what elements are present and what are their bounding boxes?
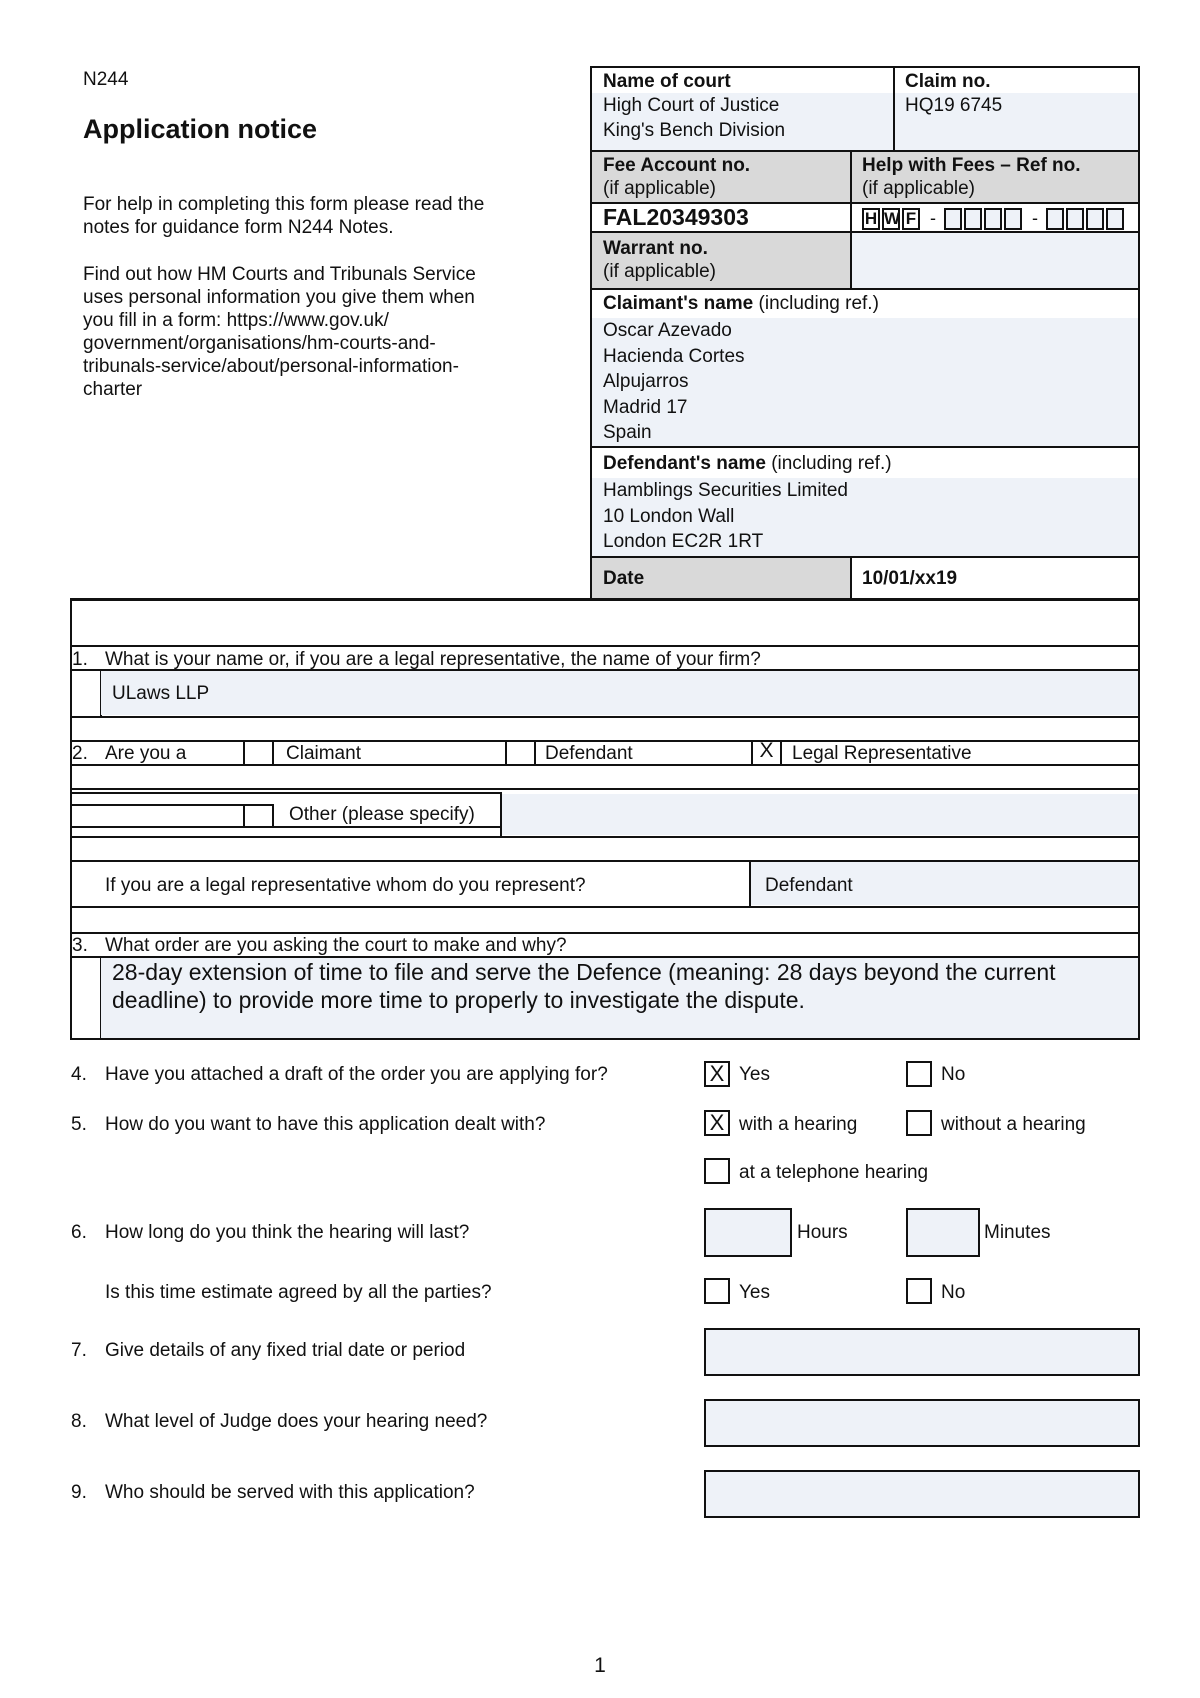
hwf-digit-box[interactable] [1004, 208, 1022, 230]
hwf-label: Help with Fees – Ref no. [862, 155, 1081, 176]
date-field[interactable]: 10/01/xx19 [862, 568, 958, 589]
q3-answer: 28-day extension of time to file and serve the Defence (meaning: 28 days beyond the current deadline) to provide more time to properly to investigate the dispute. [112, 959, 1056, 1013]
defendant-option-label: Defendant [545, 743, 633, 764]
claimant-name-field[interactable] [592, 318, 1138, 446]
claimant-line: Alpujarros [603, 371, 689, 392]
agreed-yes-checkbox[interactable] [704, 1278, 730, 1304]
page-number: 1 [594, 1654, 606, 1677]
agreed-question: Is this time estimate agreed by all the parties? [105, 1282, 492, 1303]
q6-number: 6. [71, 1222, 87, 1243]
claimant-label: Claimant's name [603, 293, 754, 314]
minutes-label: Minutes [984, 1222, 1051, 1243]
court-line1: High Court of Justice [603, 95, 780, 116]
claimant-option-label: Claimant [286, 743, 361, 764]
q3-number: 3. [72, 935, 88, 956]
q6-question: How long do you think the hearing will last? [105, 1222, 470, 1243]
q8-number: 8. [71, 1411, 87, 1432]
agreed-yes-label: Yes [739, 1282, 770, 1303]
claim-label: Claim no. [905, 71, 991, 92]
hwf-letter-h: H [862, 208, 880, 230]
defendant-suffix: (including ref.) [771, 453, 892, 474]
hwf-letter-w: W [884, 208, 901, 228]
agreed-no-checkbox[interactable] [906, 1278, 932, 1304]
other-specify-field[interactable] [502, 794, 1138, 835]
q1-number: 1. [72, 649, 88, 670]
trial-date-field[interactable] [704, 1328, 1140, 1376]
q4-question: Have you attached a draft of the order you are applying for? [105, 1064, 608, 1085]
warrant-sub: (if applicable) [603, 261, 716, 282]
without-hearing-checkbox[interactable] [906, 1110, 932, 1136]
q4-yes-label: Yes [739, 1064, 770, 1085]
judge-level-field[interactable] [704, 1399, 1140, 1447]
court-cell [592, 68, 895, 152]
with-hearing-label: with a hearing [739, 1114, 858, 1135]
telephone-hearing-checkbox[interactable] [704, 1158, 730, 1184]
court-field[interactable] [592, 93, 893, 150]
page-title: Application notice [83, 114, 318, 144]
defendant-line: London EC2R 1RT [603, 531, 764, 552]
hwf-digit-box[interactable] [944, 208, 962, 230]
claimant-line: Spain [603, 422, 652, 443]
claimant-checkbox[interactable] [245, 740, 272, 764]
represent-question: If you are a legal representative whom do you represent? [105, 875, 586, 896]
q1-answer: ULaws LLP [112, 683, 210, 704]
claimant-line: Madrid 17 [603, 396, 688, 418]
other-option-label: Other (please specify) [289, 804, 475, 825]
court-line2: King's Bench Division [603, 120, 786, 141]
q2-question: Are you a [105, 743, 187, 764]
hwf-letter-f: F [902, 208, 920, 230]
date-label: Date [592, 558, 852, 598]
q2-number: 2. [72, 743, 88, 764]
claimant-line: Hacienda Cortes [603, 345, 745, 367]
q5-number: 5. [71, 1114, 87, 1135]
represent-field[interactable]: Defendant [751, 862, 1138, 905]
court-label: Name of court [603, 71, 731, 92]
fee-label: Fee Account no. [603, 155, 751, 176]
claimant-suffix: (including ref.) [758, 293, 879, 314]
hwf-digit-box[interactable] [964, 208, 982, 230]
hwf-digit-box[interactable] [1066, 208, 1084, 230]
legal-rep-option-label: Legal Representative [792, 743, 972, 764]
q4-no-checkbox[interactable] [906, 1061, 932, 1087]
fee-label-cell [592, 152, 852, 204]
hwf-digit-box[interactable] [1046, 208, 1064, 230]
help-text: For help in completing this form please read the notes for guidance form N244 Notes. [83, 194, 485, 238]
q1-name-field[interactable] [101, 671, 1138, 715]
q4-no-label: No [941, 1064, 966, 1085]
fee-account-number: FAL20349303 [603, 204, 749, 230]
without-hearing-label: without a hearing [941, 1114, 1086, 1135]
q4-yes-checkbox[interactable]: X [704, 1061, 730, 1087]
q3-order-field[interactable] [101, 958, 1138, 1038]
hwf-dash: - [930, 208, 936, 228]
hwf-ref-field[interactable] [852, 204, 1138, 233]
q7-question: Give details of any fixed trial date or period [105, 1340, 466, 1361]
warrant-label-cell [592, 233, 852, 290]
q9-number: 9. [71, 1482, 87, 1503]
defendant-checkbox[interactable] [507, 740, 534, 764]
claim-cell [895, 68, 1138, 152]
hours-field[interactable] [704, 1208, 792, 1257]
hwf-digit-box[interactable] [1086, 208, 1104, 230]
header-table [590, 66, 1140, 600]
q3-question: What order are you asking the court to make and why? [105, 935, 567, 956]
defendant-name-field[interactable] [592, 478, 1138, 556]
hwf-digit-box[interactable] [1106, 208, 1124, 230]
form-code: N244 [83, 69, 129, 90]
hwf-label-cell [852, 152, 1138, 204]
q1-question: What is your name or, if you are a legal representative, the name of your firm? [105, 649, 761, 670]
q9-question: Who should be served with this application? [105, 1482, 475, 1503]
telephone-hearing-label: at a telephone hearing [739, 1162, 929, 1183]
fee-sub: (if applicable) [603, 178, 716, 199]
minutes-field[interactable] [906, 1208, 980, 1257]
defendant-line: 10 London Wall [603, 505, 735, 527]
claimant-cell [592, 290, 1138, 448]
legal-rep-checkbox[interactable]: X [759, 739, 774, 762]
hwf-sub: (if applicable) [862, 178, 975, 199]
defendant-cell [592, 448, 1138, 558]
claim-number-field[interactable] [895, 93, 1138, 150]
q7-number: 7. [71, 1340, 87, 1361]
claimant-line: Oscar Azevado [603, 320, 732, 341]
fee-value-cell[interactable] [592, 204, 852, 233]
warrant-number-field[interactable] [852, 233, 1138, 290]
with-hearing-checkbox[interactable]: X [704, 1110, 730, 1136]
hwf-dash: - [1032, 208, 1038, 228]
agreed-no-label: No [941, 1282, 966, 1303]
privacy-text: Find out how HM Courts and Tribunals Service uses personal information you give them when you fill in a form: https://www.gov.uk/ government/organisations/hm-courts-and- tribunals-service/about/personal-information- charter [83, 264, 476, 400]
q8-question: What level of Judge does your hearing need? [105, 1411, 488, 1432]
q4-number: 4. [71, 1064, 87, 1085]
defendant-label: Defendant's name [603, 453, 766, 474]
other-checkbox[interactable] [245, 804, 272, 826]
served-with-field[interactable] [704, 1470, 1140, 1518]
defendant-line: Hamblings Securities Limited [603, 480, 848, 501]
hours-label: Hours [797, 1222, 848, 1243]
claim-number: HQ19 6745 [905, 95, 1003, 116]
hwf-digit-box[interactable] [984, 208, 1002, 230]
q5-question: How do you want to have this application dealt with? [105, 1114, 546, 1135]
warrant-label: Warrant no. [603, 238, 708, 259]
